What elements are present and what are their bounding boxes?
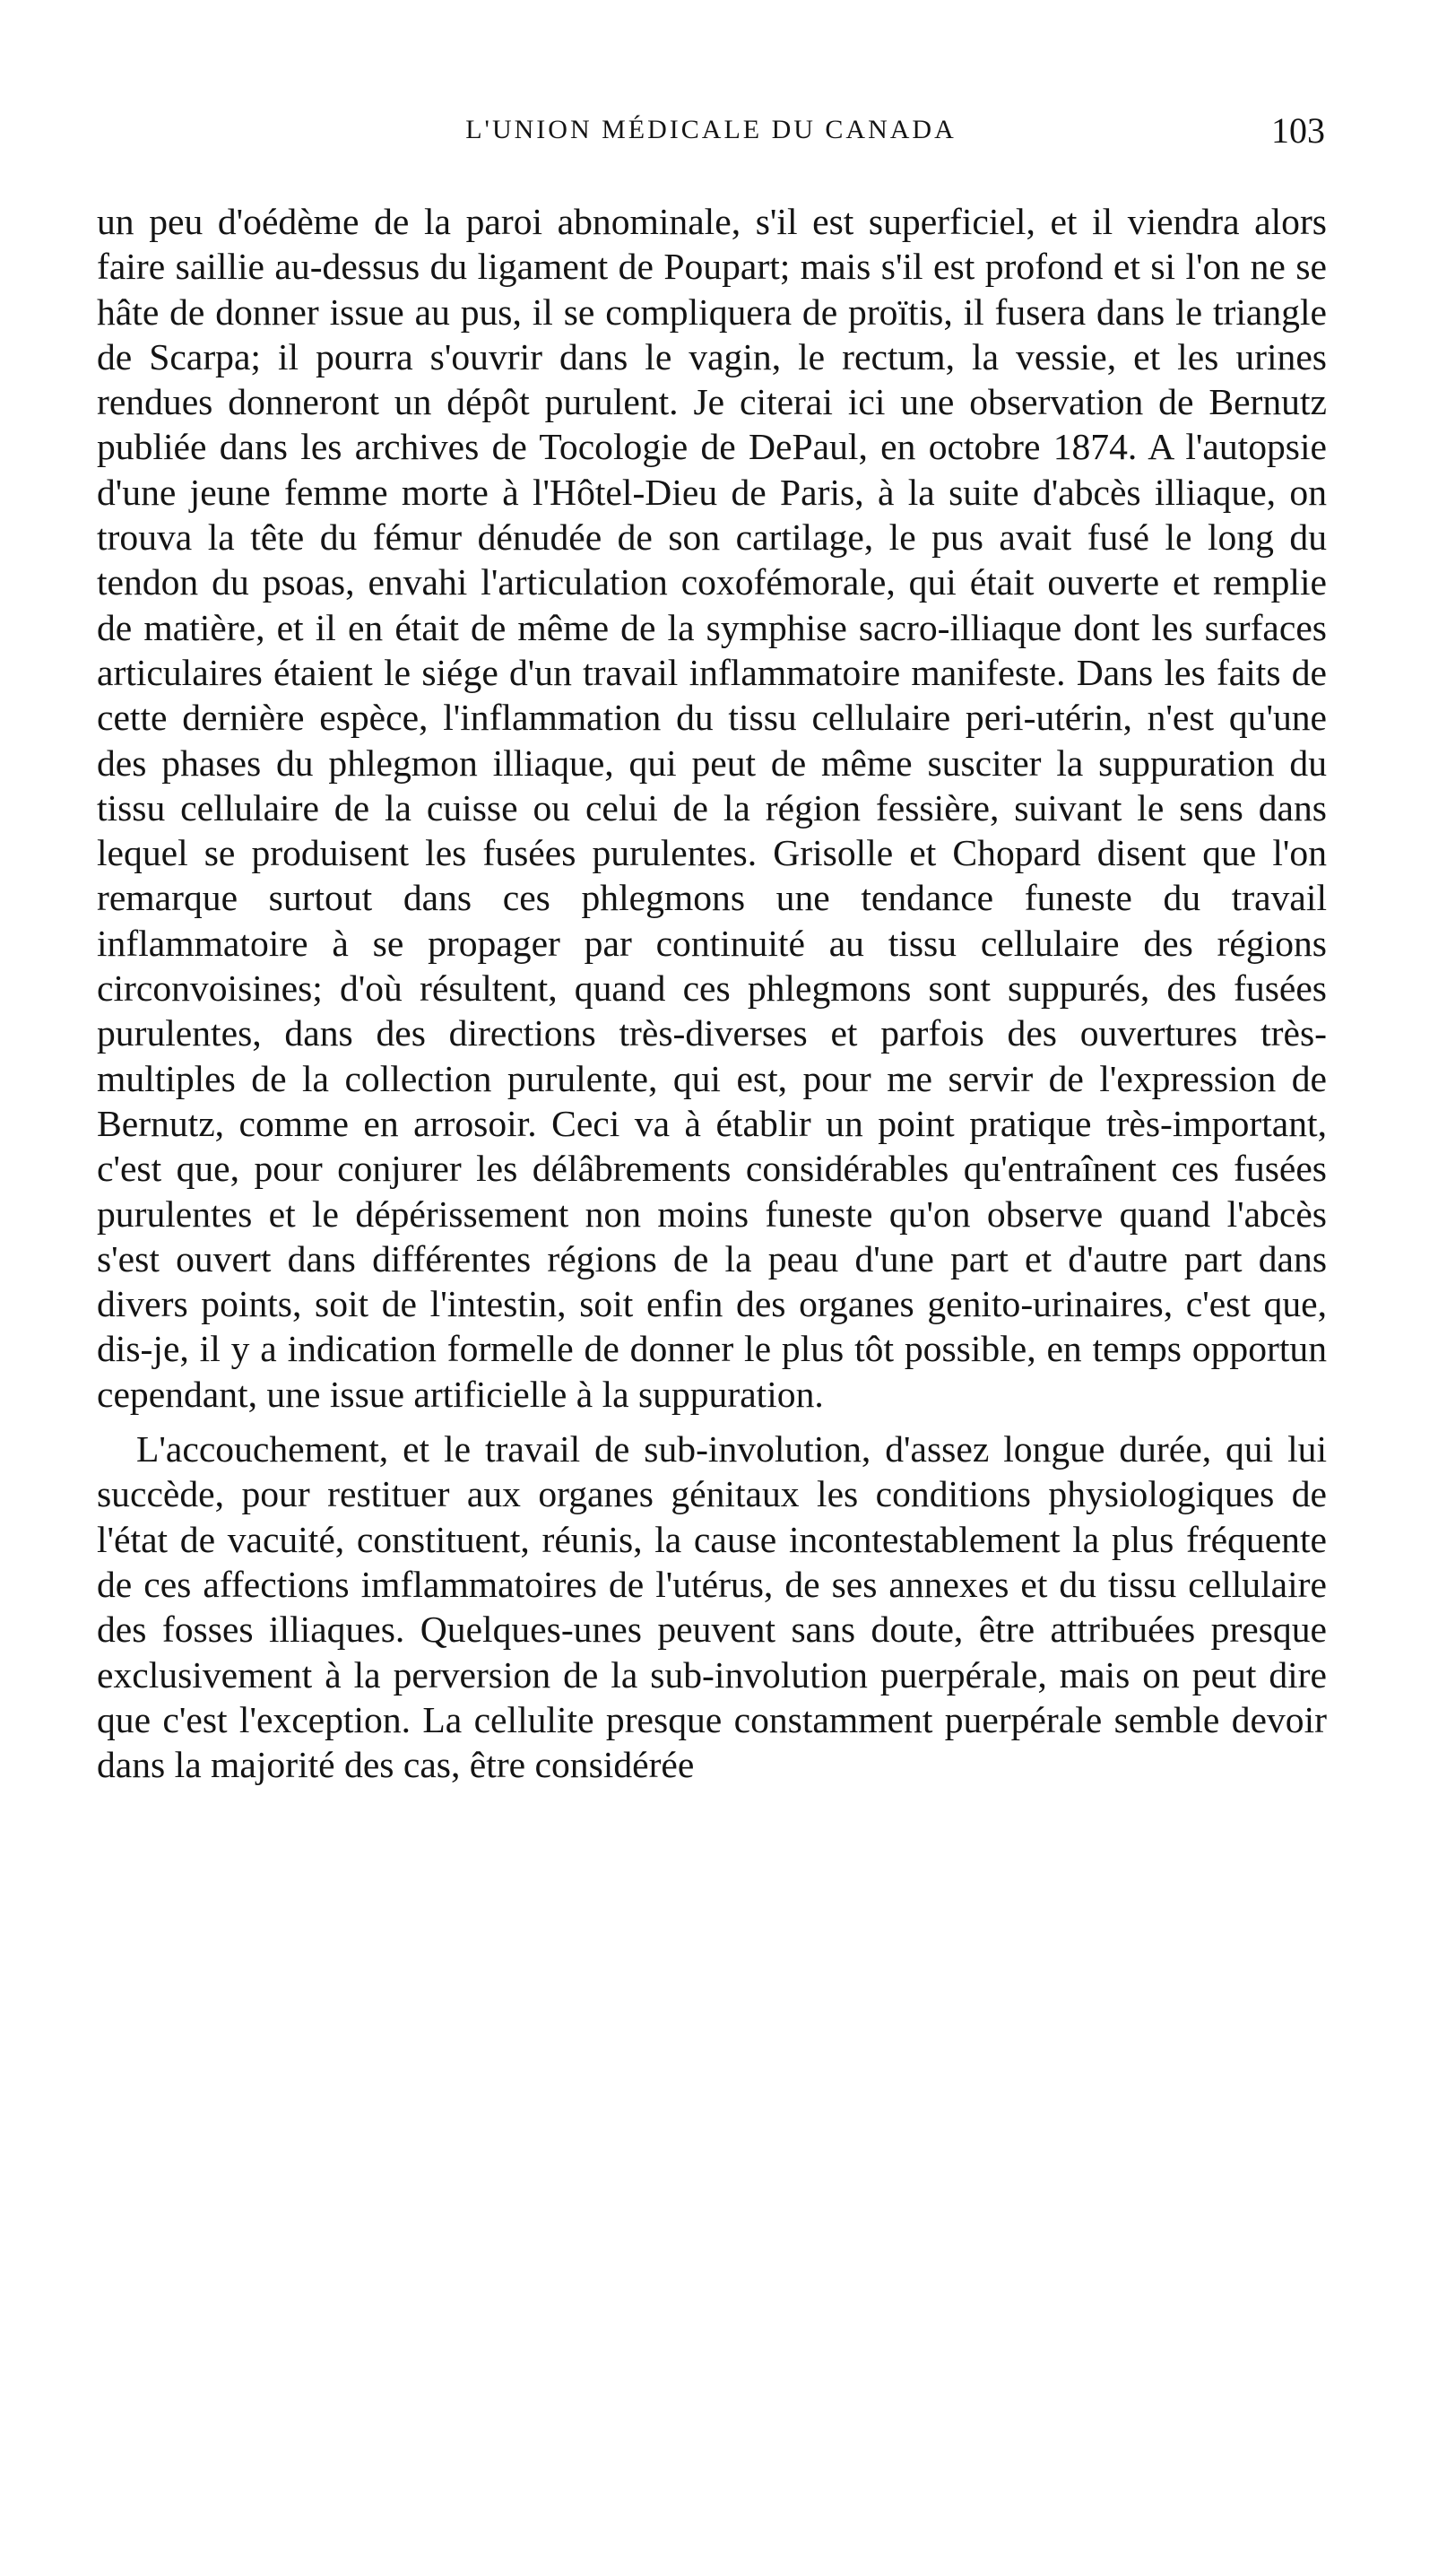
paragraph-1: un peu d'oédème de la paroi abnominale, s'il est superficiel, et il viendra alors faire saillie au-dessus du ligament de Poupart; mais s'il est profond et si l'on ne se hâte de donner issue au pus, il se compliquera de proïtis, il fusera dans le triangle de Scarpa; il pourra s'ouvrir dans le vagin, le rectum, la vessie, et les urines rendues donneront un dépôt purulent. Je citerai ici une observation de Bernutz publiée dans les archives de Tocologie de DePaul, en octobre 1874. A l'autopsie d'une jeune femme morte à l'Hôtel-Dieu de Paris, à la suite d'abcès illiaque, on trouva la tête du fémur dénudée de son cartilage, le pus avait fusé le long du tendon du psoas, envahi l'articulation coxofémorale, qui était ouverte et remplie de matière, et il en était de même de la symphise sacro-illiaque dont les surfaces articulaires étaient le siége d'un travail inflammatoire manifeste. Dans les faits de cette dernière espèce, l'inflammation du tissu cellulaire peri-utérin, n'est qu'une des phases du phlegmon illiaque, qui peut de même susciter la suppuration du tissu cellulaire de la cuisse ou celui de la région fessière, suivant le sens dans lequel se produisent les fusées purulentes. Grisolle et Chopard disent que l'on remarque surtout dans ces phlegmons une tendance funeste du travail inflammatoire à se propager par continuité au tissu cellulaire des régions circonvoisines; d'où résultent, quand ces phlegmons sont suppurés, des fusées purulentes, dans des directions très-diverses et parfois des ouvertures très-multiples de la collection purulente, qui est, pour me servir de l'expression de Bernutz, comme en arrosoir. Ceci va à établir un point pratique très-important, c'est que, pour conjurer les délâbrements considérables qu'entraînent ces fusées purulentes et le dépérissement non moins funeste qu'on observe quand l'abcès s'est ouvert dans différentes régions de la peau d'une part et d'autre part dans divers points, soit de l'intestin, soit enfin des organes genito-urinaires, c'est que, dis-je, il y a indication formelle de donner le plus tôt possible, en temps opportun cependant, une issue artificielle à la suppuration.	[97, 201, 1327, 1415]
page-number: 103	[1271, 110, 1325, 151]
running-head	[97, 110, 1325, 169]
journal-title: L'UNION MÉDICALE DU CANADA	[465, 115, 957, 144]
paragraph-2: L'accouchement, et le travail de sub-involution, d'assez longue durée, qui lui succède, pour restituer aux organes génitaux les conditions physiologiques de l'état de vacuité, constituent, réunis, la cause incontestablement la plus fréquente de ces affections imflammatoires de l'utérus, de ses annexes et du tissu cellulaire des fosses illiaques. Quelques-unes peuvent sans doute, être attribuées presque exclusivement à la perversion de la sub-involution puerpérale, mais on peut dire que c'est l'exception. La cellulite presque constamment puerpérale semble devoir dans la majorité des cas, être considérée	[97, 1428, 1327, 1786]
body-text	[97, 199, 1327, 1787]
